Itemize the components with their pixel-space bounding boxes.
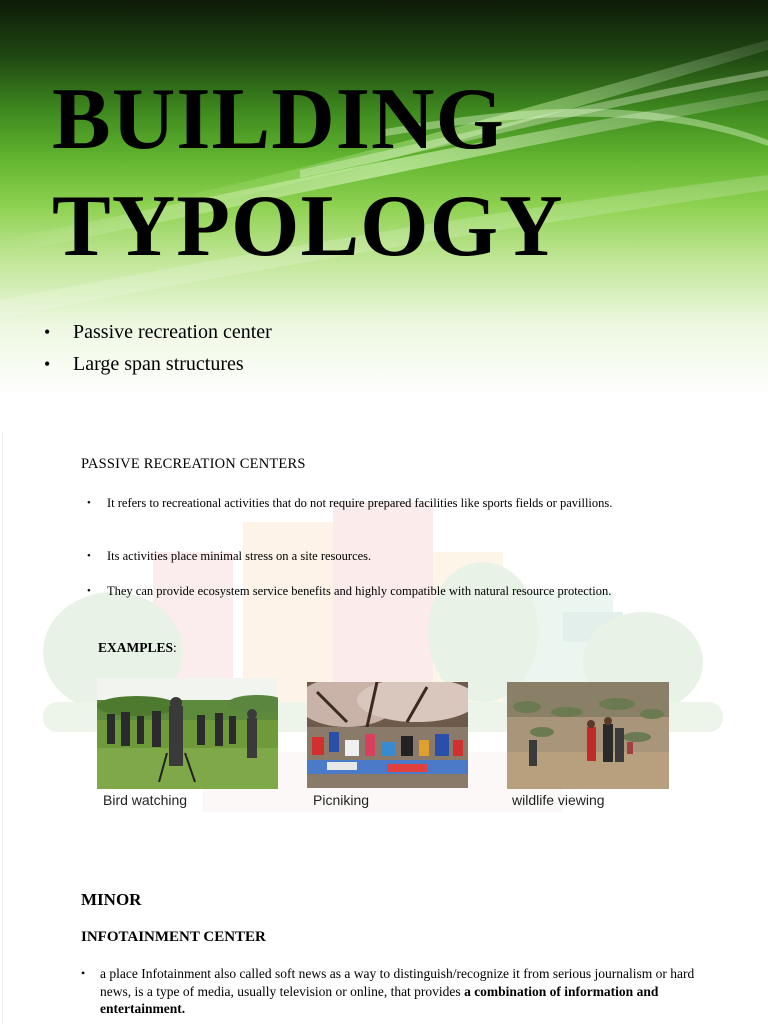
bullet-glyph: • [44,322,51,342]
caption-bird-watching: Bird watching [103,792,188,808]
bullet-text [100,965,701,1018]
bullet-glyph: • [44,354,51,374]
examples-colon: : [173,640,177,655]
bullet-item [44,316,272,348]
bullet-glyph: • [81,966,86,980]
bullet-text: Its activities place minimal stress on a site resources. [107,549,372,563]
bullet-item [81,965,701,1018]
section-heading: PASSIVE RECREATION CENTERS [81,456,306,472]
minor-heading: MINOR [81,890,142,909]
bullet-item [44,348,272,380]
bird-watching-photo [97,678,278,789]
bullet-item [87,583,627,600]
slide-title-line-2: TYPOLOGY [52,178,564,275]
slide-title-line-1: BUILDING [52,71,505,168]
definition-bullet [87,583,627,600]
bullet-text: Large span structures [73,353,244,375]
bullet-text: It refers to recreational activities that do not require prepared facilities like sports fields or pavillions. [107,496,613,510]
title-slide-bullet-list [44,316,272,380]
wildlife-viewing-photo [507,682,669,789]
bullet-text-plain: a place Infotainment also called soft news as a way to distinguish/recognize it from serious journalism or hard news, is a type of media, usually television or online, that provides [100,966,695,999]
definition-bullet [87,548,627,565]
bullet-glyph: • [87,550,91,562]
examples-label-text: EXAMPLES [98,640,174,655]
infotainment-heading: INFOTAINMENT CENTER [81,929,266,945]
bullet-glyph: • [87,497,91,509]
bullet-text-bold: a combination of information and entertainment. [100,983,659,1016]
bullet-item [87,495,627,512]
examples-label [98,640,177,656]
bullet-item [87,548,627,565]
bullet-text: Passive recreation center [73,321,272,343]
picnic-photo [307,682,468,788]
bullet-glyph: • [87,585,91,597]
bullet-text: They can provide ecosystem service benefits and highly compatible with natural resource protection. [107,584,612,598]
passive-recreation-slide [2,432,768,1024]
definition-bullet [87,495,627,512]
infotainment-bullet-list [81,965,701,1018]
caption-picnicking: Picniking [313,792,370,808]
caption-wildlife-viewing: wildlife viewing [512,792,605,808]
title-slide [0,0,768,398]
